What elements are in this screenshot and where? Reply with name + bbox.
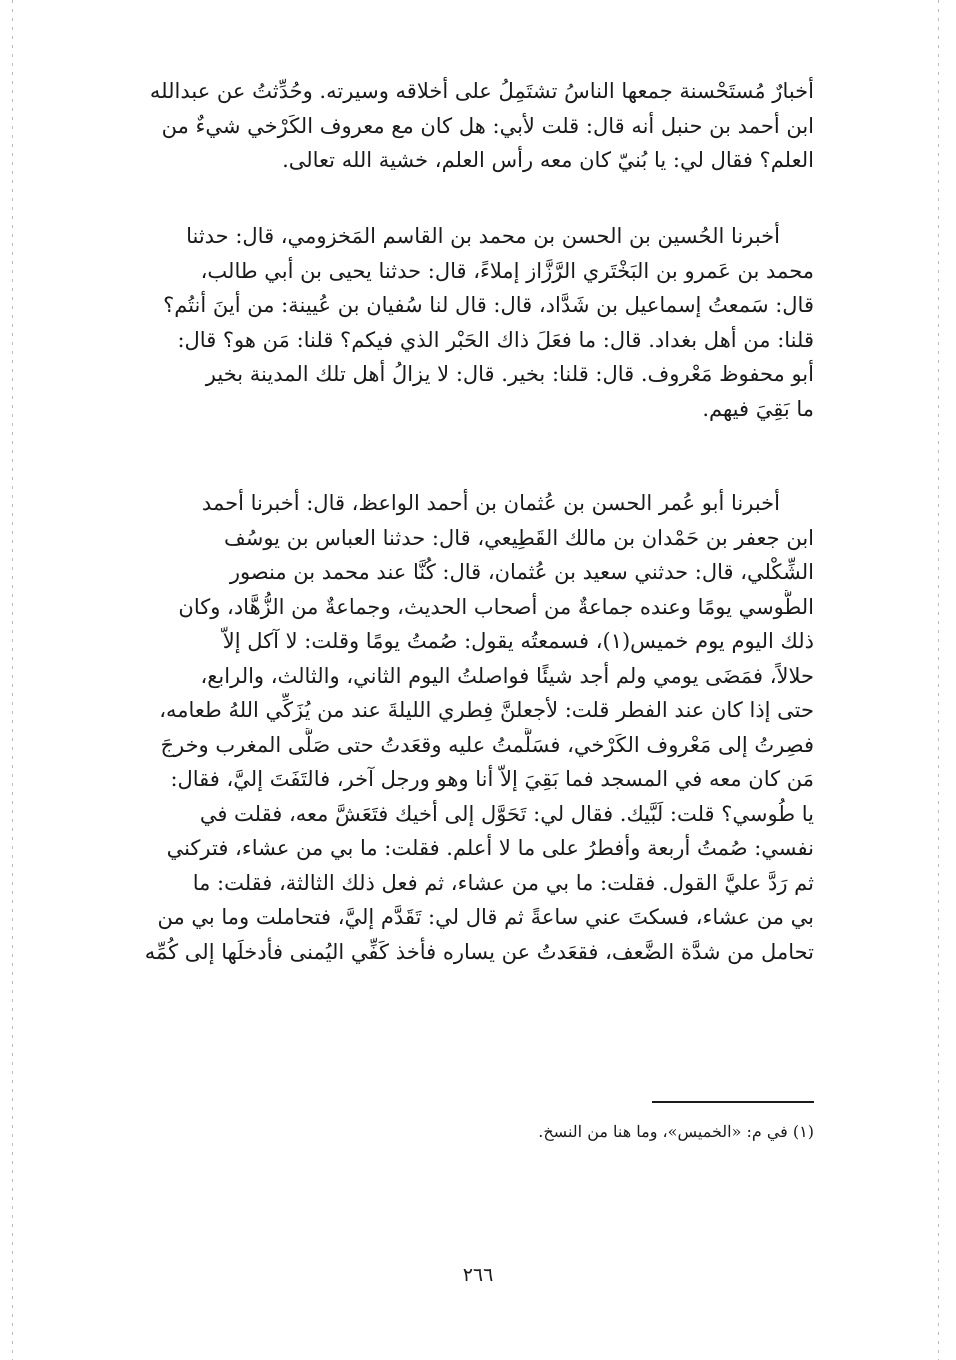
footnote-separator — [652, 1101, 814, 1103]
text-line: حلالاً، فمَضَى يومي ولم أجد شيئًا فواصلتُ اليوم الثاني، والثالث، والرابع، — [200, 663, 814, 688]
text-line: تحامل من شدَّة الضَّعف، فقعَدتُ عن يساره فأخذ كَفِّي اليُمنى فأدخلَها إلى كُمِّه — [144, 939, 814, 964]
text-line: الشِّكْلي، قال: حدثني سعيد بن عُثمان، قال: كُنَّا عند محمد بن منصور — [229, 560, 814, 584]
text-line: الطُّوسي يومًا وعنده جماعةٌ من أصحاب الحديث، وجماعةٌ من الزُّهَّاد، وكان — [178, 594, 814, 619]
text-line: أبو محفوظ مَعْروف. قال: قلنا: بخير. قال: لا يزالُ أهل تلك المدينة بخير — [205, 362, 814, 386]
text-line: ذلك اليوم يوم خميس(١)، فسمعتُه يقول: صُمتُ يومًا وقلت: لا آكل إلاّ — [222, 629, 814, 653]
paragraph-3 — [92, 486, 814, 969]
text-line: يا طُوسي؟ قلت: لَبَّيك. فقال لي: تَحَوَّل إلى أخيك فتَعَشَّ معه، فقلت في — [199, 801, 814, 826]
footnote: (١) في م: «الخميس»، وما هنا من النسخ. — [538, 1122, 814, 1141]
text-line: بي من عشاء، فسكتَ عني ساعةً ثم قال لي: تَقَدَّم إليَّ، فتحاملت وما بي من — [157, 905, 814, 929]
text-line: أخبرنا أبو عُمر الحسن بن عُثمان بن أحمد الواعظ، قال: أخبرنا أحمد — [201, 491, 780, 515]
text-line: مَن كان معه في المسجد فما بَقِيَ إلاّ أنا وهو ورجل آخر، فالتَفَتَ إليَّ، فقال: — [170, 767, 814, 791]
text-line: ابن أحمد بن حنبل أنه قال: قلت لأبي: هل كان مع معروف الكَرْخي شيءٌ من — [161, 113, 814, 138]
paragraph-2 — [92, 219, 814, 426]
scan-edge-right — [938, 0, 939, 1360]
text-line: قلنا: من أهل بغداد. قال: ما فعَلَ ذاك الحَبْر الذي فيكم؟ قلنا: مَن هو؟ قال: — [177, 327, 814, 352]
text-line: أخبارٌ مُستَحْسنة جمعها الناسُ تشتَمِلُ على أخلاقه وسيرته. وحُدِّثتُ عن عبدالله — [149, 79, 814, 103]
text-line: ثم رَدَّ عليَّ القول. فقلت: ما بي من عشاء، ثم فعل ذلك الثالثة، فقلت: ما — [192, 870, 814, 895]
text-line: أخبرنا الحُسين بن الحسن بن محمد بن القاسم المَخزومي، قال: حدثنا — [186, 224, 780, 248]
text-line: قال: سَمعتُ إسماعيل بن شَدَّاد، قال: قال لنا سُفيان بن عُيينة: من أينَ أنتُم؟ — [163, 293, 814, 317]
text-line: حتى إذا كان عند الفطر قلت: لأجعلنَّ فِطري الليلةَ عند من يُزَكِّي اللهُ طعامه، — [159, 698, 814, 722]
paragraph-1 — [92, 74, 814, 178]
text-line: محمد بن عَمرو بن البَخْتَري الرَّزَّاز إملاءً، قال: حدثنا يحيى بن أبي طالب، — [200, 258, 814, 283]
text-line: ابن جعفر بن حَمْدان بن مالك القَطِيعي، قال: حدثنا العباس بن يوسُف — [224, 525, 814, 550]
scan-edge-left — [12, 0, 13, 1360]
text-line: العلم؟ فقال لي: يا بُنيّ كان معه رأس العلم، خشية الله تعالى. — [282, 148, 814, 172]
text-line: ما بَقِيَ فيهم. — [702, 396, 814, 421]
text-line: فصِرتُ إلى مَعْروف الكَرْخي، فسَلَّمتُ عليه وقعَدتُ حتى صَلَّى المغرب وخرجَ — [160, 732, 814, 757]
text-line: نفسي: صُمتُ أربعة وأفطرُ على ما لا أعلم. فقلت: ما بي من عشاء، فتركني — [166, 836, 814, 860]
page-number: ٢٦٦ — [462, 1264, 494, 1286]
